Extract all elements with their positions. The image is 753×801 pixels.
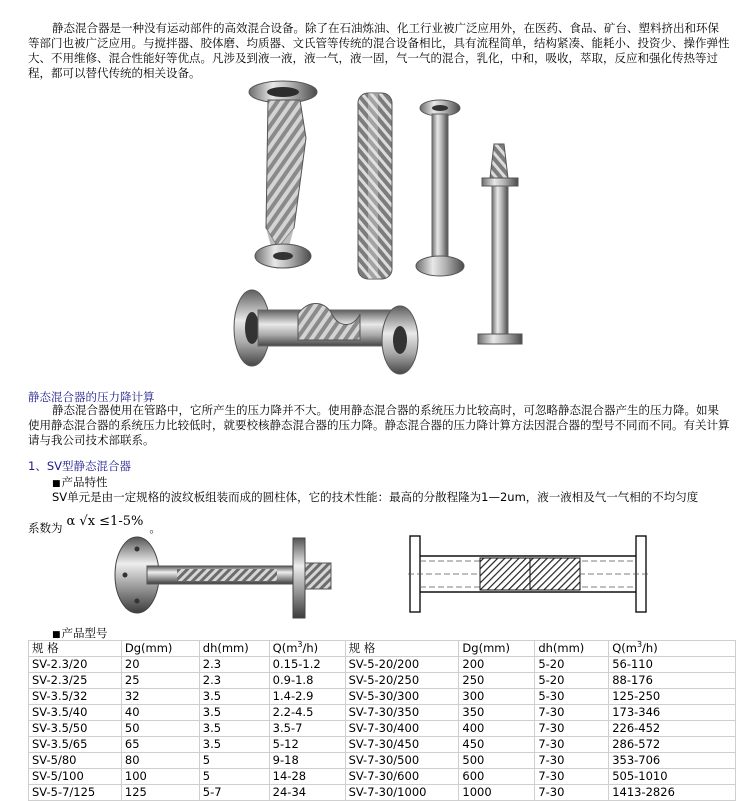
header-q2-prefix: Q(m [612,641,637,655]
table-row [29,673,736,689]
cell-dg: 65 [121,737,199,753]
table-row [29,689,736,705]
header-dg-2: Dg(mm) [459,641,535,657]
cell-spec: SV-5-7/125 [29,785,122,801]
header-q2-exp: 3 [636,640,643,650]
coefficient-suffix: 。 [149,521,161,535]
table-header-row [29,641,736,657]
table-row [29,657,736,673]
cell-q: 2.2-4.5 [269,705,345,721]
cell-q: 3.5-7 [269,721,345,737]
cell-dg-2: 500 [459,753,535,769]
table-row [29,705,736,721]
cell-dh: 2.3 [199,657,269,673]
cell-spec: SV-5/80 [29,753,122,769]
header-q-exp: 3 [297,640,303,650]
header-q2-suffix: /h) [642,641,658,655]
cell-q-2: 56-110 [609,657,736,673]
cell-spec: SV-5/100 [29,769,122,785]
mixers-photo [228,78,528,390]
cell-dh-2: 7-30 [535,721,609,737]
coefficient-prefix: 系数为 [28,521,63,535]
cell-q-2: 125-250 [609,689,736,705]
cell-spec-2: SV-7-30/450 [345,737,459,753]
cell-dh-2: 5-20 [535,657,609,673]
cell-dg-2: 600 [459,769,535,785]
cell-dg: 25 [121,673,199,689]
cell-dg-2: 200 [459,657,535,673]
cell-q: 5-12 [269,737,345,753]
cell-dh-2: 7-30 [535,769,609,785]
cell-dg: 40 [121,705,199,721]
cell-dg: 80 [121,753,199,769]
features-label: ■ 产品特性 [52,474,108,490]
cell-q-2: 353-706 [609,753,736,769]
cell-q: 24-34 [269,785,345,801]
cell-q-2: 505-1010 [609,769,736,785]
cell-q: 1.4-2.9 [269,689,345,705]
sv-heading: 1、SV型静态混合器 [28,459,131,473]
cell-q-2: 226-452 [609,721,736,737]
spec-table [28,640,736,801]
models-label: ■ 产品型号 [52,625,108,641]
cell-dh: 5-7 [199,785,269,801]
cell-spec-2: SV-7-30/350 [345,705,459,721]
cell-dg: 32 [121,689,199,705]
cell-spec-2: SV-5-20/250 [345,673,459,689]
header-dh: dh(mm) [199,641,269,657]
table-row [29,721,736,737]
cell-q: 0.9-1.8 [269,673,345,689]
cell-dh-2: 7-30 [535,753,609,769]
table-row [29,753,736,769]
cell-dg: 20 [121,657,199,673]
pressure-heading: 静态混合器的压力降计算 [28,390,155,404]
cell-dh-2: 5-20 [535,673,609,689]
intro-paragraph: 静态混合器是一种没有运动部件的高效混合设备。除了在石油炼油、化工行业被广泛应用外，在医药、食品、矿台、塑料挤出和环保等部门也被广泛应用。与搅拌器、胶体磨、均质器、文氏管等传统的混合设备相比，具有流程简单，结构紧凑、能耗小、投资少、操作弹性大、不用维修、混合性能好等优点。凡涉及到液一液，液一气，液一固，气一气的混合，乳化，中和，吸收，萃取，反应和强化传热等过程，都可以替代传统的相关设备。 [28,21,730,80]
sv-mixer-drawing [408,534,648,614]
cell-spec: SV-2.3/25 [29,673,122,689]
cell-dg-2: 300 [459,689,535,705]
cell-spec-2: SV-7-30/600 [345,769,459,785]
cell-dh: 3.5 [199,689,269,705]
cell-dg-2: 400 [459,721,535,737]
cell-dh: 5 [199,769,269,785]
cell-dh: 5 [199,753,269,769]
cell-dg-2: 1000 [459,785,535,801]
cell-spec: SV-3.5/65 [29,737,122,753]
header-dh-2: dh(mm) [535,641,609,657]
header-q [269,641,345,657]
cell-q-2: 88-176 [609,673,736,689]
cell-spec-2: SV-7-30/1000 [345,785,459,801]
header-dg: Dg(mm) [121,641,199,657]
cell-spec: SV-3.5/32 [29,689,122,705]
table-row [29,785,736,801]
cell-dh-2: 7-30 [535,785,609,801]
cell-dg: 50 [121,721,199,737]
cell-q: 14-28 [269,769,345,785]
cell-spec-2: SV-5-20/200 [345,657,459,673]
cell-dg: 125 [121,785,199,801]
cell-q: 0.15-1.2 [269,657,345,673]
cell-dh-2: 7-30 [535,737,609,753]
header-q-prefix: Q(m [272,641,298,655]
header-spec: 规 格 [29,641,122,657]
cell-spec-2: SV-7-30/500 [345,753,459,769]
coefficient-formula: α √x ≤1-5% [66,514,144,529]
header-spec-2: 规 格 [345,641,459,657]
cell-dg-2: 450 [459,737,535,753]
cell-q-2: 173-346 [609,705,736,721]
header-q-suffix: /h) [302,641,319,655]
cell-dh: 3.5 [199,705,269,721]
cell-q: 9-18 [269,753,345,769]
cell-dh-2: 7-30 [535,705,609,721]
cell-spec-2: SV-5-30/300 [345,689,459,705]
cell-dg: 100 [121,769,199,785]
cell-dg-2: 250 [459,673,535,689]
cell-dh: 2.3 [199,673,269,689]
cell-q-2: 286-572 [609,737,736,753]
cell-spec: SV-2.3/20 [29,657,122,673]
pressure-paragraph: 静态混合器使用在管路中，它所产生的压力降并不大。使用静态混合器的系统压力比较高时，可忽略静态混合器产生的压力降。如果使用静态混合器的系统压力比较低时，就要校核静态混合器的压力降。静态混合器的压力降计算方法因混合器的型号不同而不同。有关计算请与我公司技术部联系。 [28,403,730,447]
cell-spec: SV-3.5/40 [29,705,122,721]
table-row [29,737,736,753]
header-q-2 [609,641,736,657]
features-text: SV单元是由一定规格的波纹板组装而成的圆柱体，它的技术性能：最高的分散程隆为1—2um，液一液相及气一气相的不均匀度 [52,490,699,504]
cell-dh: 3.5 [199,737,269,753]
table-body [29,657,736,801]
cell-dg-2: 350 [459,705,535,721]
cell-dh: 3.5 [199,721,269,737]
cell-spec-2: SV-7-30/400 [345,721,459,737]
cell-spec: SV-3.5/50 [29,721,122,737]
sv-mixer-photo [107,533,343,623]
cell-dh-2: 5-30 [535,689,609,705]
cell-q-2: 1413-2826 [609,785,736,801]
table-row [29,769,736,785]
